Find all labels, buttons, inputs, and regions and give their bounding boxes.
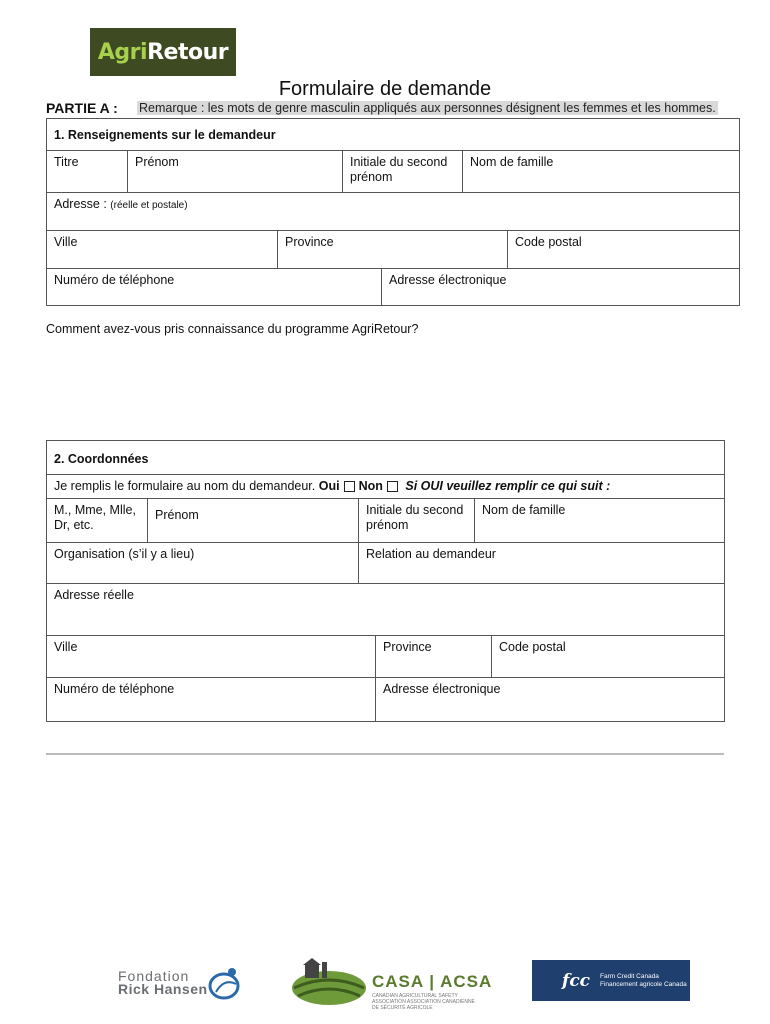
logo-retour-text: Retour [147,39,229,65]
field-prenom[interactable]: Prénom [127,150,342,192]
question-programme: Comment avez-vous pris connaissance du programme AgriRetour? [46,322,419,336]
section1-box [46,118,740,306]
section1-title: 1. Renseignements sur le demandeur [54,128,276,142]
adresse-note: (réelle et postale) [110,200,188,211]
field-province[interactable]: Province [277,230,507,268]
field-telephone[interactable]: Numéro de téléphone [47,268,381,305]
oui-label: Oui [318,479,340,493]
field-relation[interactable]: Relation au demandeur [358,542,724,583]
field-initiale[interactable]: Initiale du second prénom [342,150,462,192]
field-titre[interactable]: Titre [47,150,127,192]
rick-hansen-line2: Rick Hansen [118,981,208,997]
fcc-logo [532,960,690,1001]
casa-subtext: CANADIAN AGRICULTURAL SAFETY ASSOCIATION ASSOCIATION CANADIENNE DE SÉCURITÉ AGRICOLE [372,993,475,1011]
field-organisation[interactable]: Organisation (s’il y a lieu) [47,542,358,583]
agriretour-logo [90,28,236,76]
fcc-name-fr: Financement agricole Canada [600,980,687,988]
partie-a-label: PARTIE A : [46,100,118,116]
casa-farm-icon [290,958,368,1006]
rick-hansen-logo [118,968,248,1004]
field-province-2[interactable]: Province [375,635,491,677]
oui-checkbox[interactable] [344,481,355,492]
field-courriel-2[interactable]: Adresse électronique [375,677,724,721]
field-civilite[interactable]: M., Mme, Mlle, Dr, etc. [47,498,147,542]
section2-box [46,440,725,722]
rick-hansen-line1: Fondation [118,968,190,984]
field-adresse-reelle[interactable]: Adresse réelle [47,583,724,635]
field-code-postal-2[interactable]: Code postal [491,635,724,677]
footer-divider [46,753,724,755]
field-ville[interactable]: Ville [47,230,277,268]
form-title: Formulaire de demande [278,78,492,100]
field-initiale-2[interactable]: Initiale du second prénom [358,498,474,542]
section2-title: 2. Coordonnées [54,452,149,466]
proxy-question-row [47,474,724,498]
field-nom-famille[interactable]: Nom de famille [462,150,739,192]
non-label: Non [358,479,383,493]
rick-hansen-swirl-icon [202,964,248,1004]
field-courriel[interactable]: Adresse électronique [381,268,739,305]
field-adresse[interactable] [47,192,739,230]
field-telephone-2[interactable]: Numéro de téléphone [47,677,375,721]
fcc-name-en: Farm Credit Canada [600,972,659,980]
field-code-postal[interactable]: Code postal [507,230,739,268]
fcc-names [600,973,687,989]
si-oui-instruction: Si OUI veuillez remplir ce qui suit : [405,479,611,493]
casa-acsa-text: CASA | ACSA [372,972,493,991]
remark-text: Remarque : les mots de genre masculin appliqués aux personnes désignent les femmes et les hommes. [139,101,716,115]
fcc-mark: fcc [562,970,591,991]
field-nom-famille-2[interactable]: Nom de famille [474,498,724,542]
field-prenom-2[interactable]: Prénom [147,498,358,542]
logo-agri-text: Agri [97,39,148,65]
non-checkbox[interactable] [387,481,398,492]
field-ville-2[interactable]: Ville [47,635,375,677]
adresse-label: Adresse : [54,197,107,211]
proxy-question: Je remplis le formulaire au nom du demandeur. [54,479,316,493]
